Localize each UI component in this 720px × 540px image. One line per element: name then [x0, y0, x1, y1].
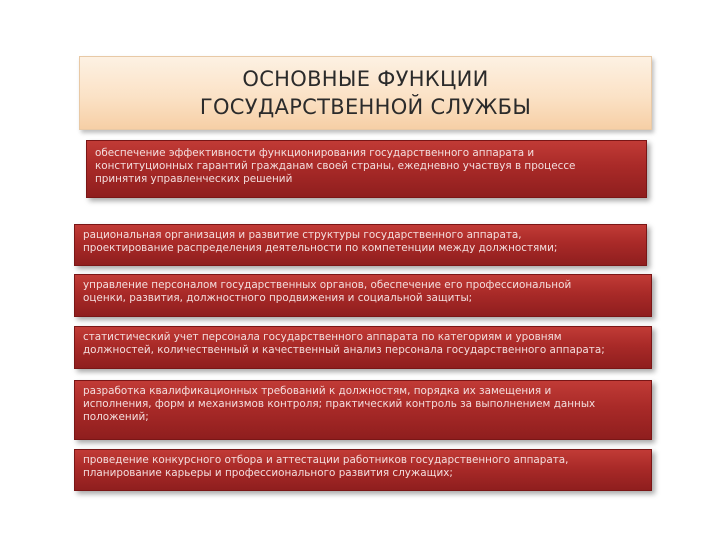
title-line-1: ОСНОВНЫЕ ФУНКЦИИ [242, 67, 489, 91]
title-box [79, 56, 652, 130]
function-box-2: рациональная организация и развитие структуры государственного аппарата, проектирование распределения деятельности по компетенции между должностями; [74, 224, 647, 266]
function-box-5: разработка квалификационных требований к должностям, порядка их замещения и исполнения, форм и механизмов контроля; практический контроль за выполнением данных положений; [74, 380, 652, 440]
function-box-4: статистический учет персонала государственного аппарата по категориям и уровням должностей, количественный и качественный анализ персонала государственного аппарата; [74, 326, 652, 369]
function-box-3: управление персоналом государственных органов, обеспечение его профессиональной оценки, развития, должностного продвижения и социальной защиты; [74, 274, 652, 317]
function-box-6: проведение конкурсного отбора и аттестации работников государственного аппарата, планирование карьеры и профессионального развития служащих; [74, 449, 652, 491]
function-box-1: обеспечение эффективности функционирования государственного аппарата и конституционных гарантий гражданам своей страны, ежедневно участвуя в процессе принятия управленческих решений [86, 140, 647, 198]
title-line-2: ГОСУДАРСТВЕННОЙ СЛУЖБЫ [199, 95, 532, 119]
